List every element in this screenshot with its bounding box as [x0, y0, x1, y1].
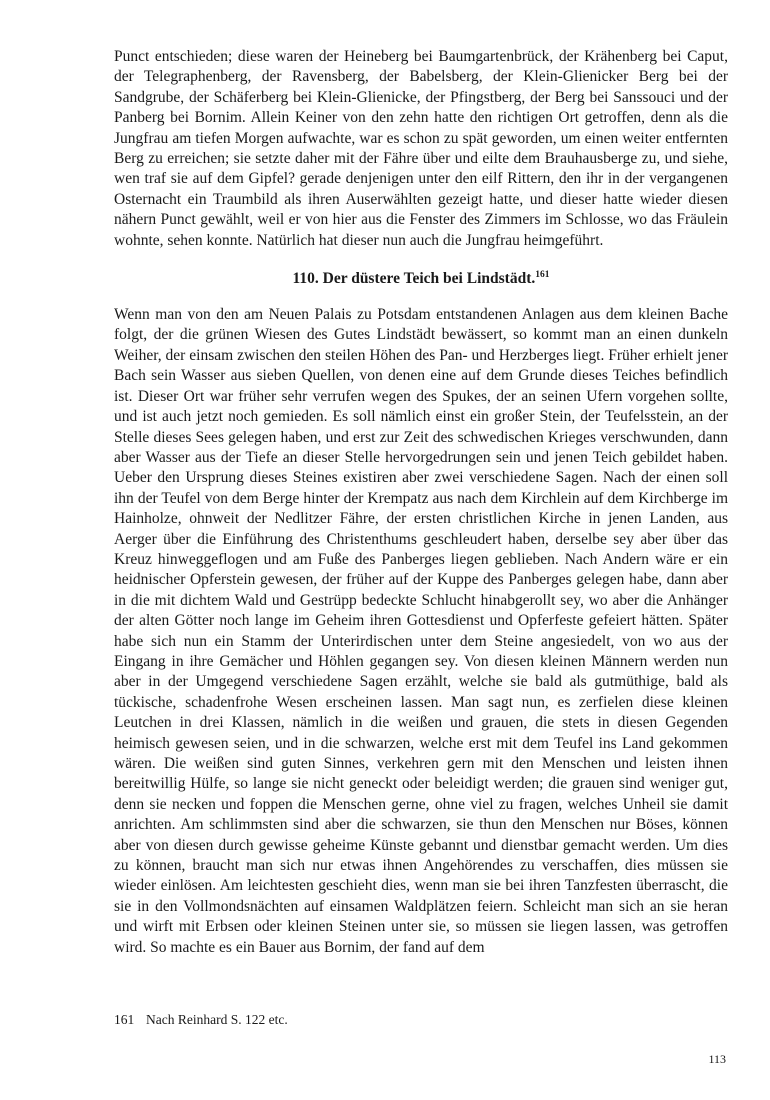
footnote [114, 1012, 288, 1028]
footnote-ref: 161 [535, 270, 550, 281]
page-body [114, 47, 728, 958]
continuation-paragraph: Punct entschieden; diese waren der Heineberg bei Baumgartenbrück, der Krähenberg bei Caput, der Telegraphenberg, der Ravensberg, der Babelsberg, der Klein-Glienicker Berg bei der Sandgrube, der Schäferberg bei Klein-Glienicke, der Pfingstberg, der Berg bei Sanssouci und der Panberg bei Bornim. Allein Keiner von den zehn hatte den richtigen Ort getroffen, denn als die Jungfrau am tiefen Morgen aufwachte, war es schon zu spät geworden, um einen weiter entfernten Berg zu erreichen; sie setzte daher mit der Fähre über und eilte dem Brauhausberge zu, und siehe, wen traf sie auf dem Gipfel? gerade denjenigen unter den eilf Rittern, den ihr in der vergangenen Osternacht ein Traumbild als ihren Auserwählten gezeigt hatte, und dieser hatte wieder diesen nähern Punct gewählt, weil er von hier aus die Fenster des Zimmers im Schlosse, wo das Fräulein wohnte, sehen konnte. Natürlich hat dieser nun auch die Jungfrau heimgeführt. [114, 48, 728, 249]
section-title: 110. Der düstere Teich bei Lindstädt. [292, 270, 536, 288]
section-body-paragraph: Wenn man von den am Neuen Palais zu Potsdam entstandenen Anlagen aus dem kleinen Bache folgt, der die grünen Wiesen des Gutes Lindstädt bewässert, so kommt man an einen dunkeln Weiher, der einsam zwischen den steilen Höhen des Pan- und Herzberges liegt. Früher erhielt jener Bach sein Wasser aus sieben Quellen, von denen eine auf dem Grunde dieses Teiches befindlich ist. Dieser Ort war früher sehr verrufen wegen des Spukes, der an seinen Ufern vorgehen sollte, und ist auch jetzt noch gemieden. Es soll nämlich einst ein großer Stein, der Teufelsstein, an der Stelle dieses Sees gelegen haben, und erst zur Zeit des schwedischen Krieges verschwunden, dann aber Wasser aus der Tiefe an dieser Stelle hervorgedrungen sein und jenen Teich gebildet haben. Ueber den Ursprung dieses Steines existiren aber zwei verschiedene Sagen. Nach der einen soll ihn der Teufel von dem Berge hinter der Krempatz aus nach dem Kirchlein auf dem Kirchberge im Hainholze, ohnweit der Nedlitzer Fähre, der ersten christlichen Kirche in jenen Landen, aus Aerger über die Einführung des Christenthums geschleudert haben, derselbe sey aber über das Kreuz hinweggeflogen und am Fuße des Panberges liegen geblieben. Nach Andern wäre er ein heidnischer Opferstein gewesen, der früher auf der Kuppe des Panberges gelegen habe, dann aber in die mit dichtem Wald und Gestrüpp bedeckte Schlucht hinabgerollt sey, wo aber die Anhänger der alten Götter noch lange im Geheim ihren Gottesdienst und Opferfeste gefeiert hätten. Später habe sich nun ein Stamm der Unterirdischen unter dem Steine angesiedelt, von wo aus der Eingang in ihre Gemächer und Höhlen gegangen sey. Von diesen kleinen Männern werden nun aber in der Umgegend verschiedene Sagen erzählt, welche sie bald als gutmüthige, bald als tückische, schadenfrohe Wesen erscheinen lassen. Man sagt nun, es zerfielen diese kleinen Leutchen in drei Klassen, nämlich in die weißen und grauen, die stets in diesen Gegenden heimisch gewesen seien, und in die schwarzen, welche erst mit dem Teufel ins Land gekommen wären. Die weißen sind guten Sinnes, verkehren gern mit den Menschen und leisten ihnen bereitwillig Hülfe, so lange sie nicht geneckt oder beleidigt werden; die grauen sind weniger gut, denn sie necken und foppen die Menschen gerne, ohne viel zu fragen, welches Unheil sie damit anrichten. Am schlimmsten sind aber die schwarzen, sie thun den Menschen nur Böses, können aber von diesen durch gewisse geheime Künste gebannt und dienstbar gemacht werden. Um dies zu können, braucht man sich nur etwas ihnen Angehörendes zu verschaffen, dies müssen sie wieder einlösen. Am leichtesten geschieht dies, wenn man sie bei ihren Tanzfesten überrascht, die sie in den Vollmondsnächten auf einsamen Waldplätzen feiern. Schleicht man sich an sie heran und wirft mit Erbsen oder kleinen Steinen unter sie, so müssen sie liegen lassen, was getroffen wird. So machte es ein Bauer aus Bornim, der fand auf dem [114, 306, 728, 956]
section-heading [114, 269, 728, 289]
footnote-number: 161 [114, 1012, 135, 1027]
footnote-text: Nach Reinhard S. 122 etc. [146, 1012, 288, 1027]
page-number: 113 [708, 1052, 726, 1066]
